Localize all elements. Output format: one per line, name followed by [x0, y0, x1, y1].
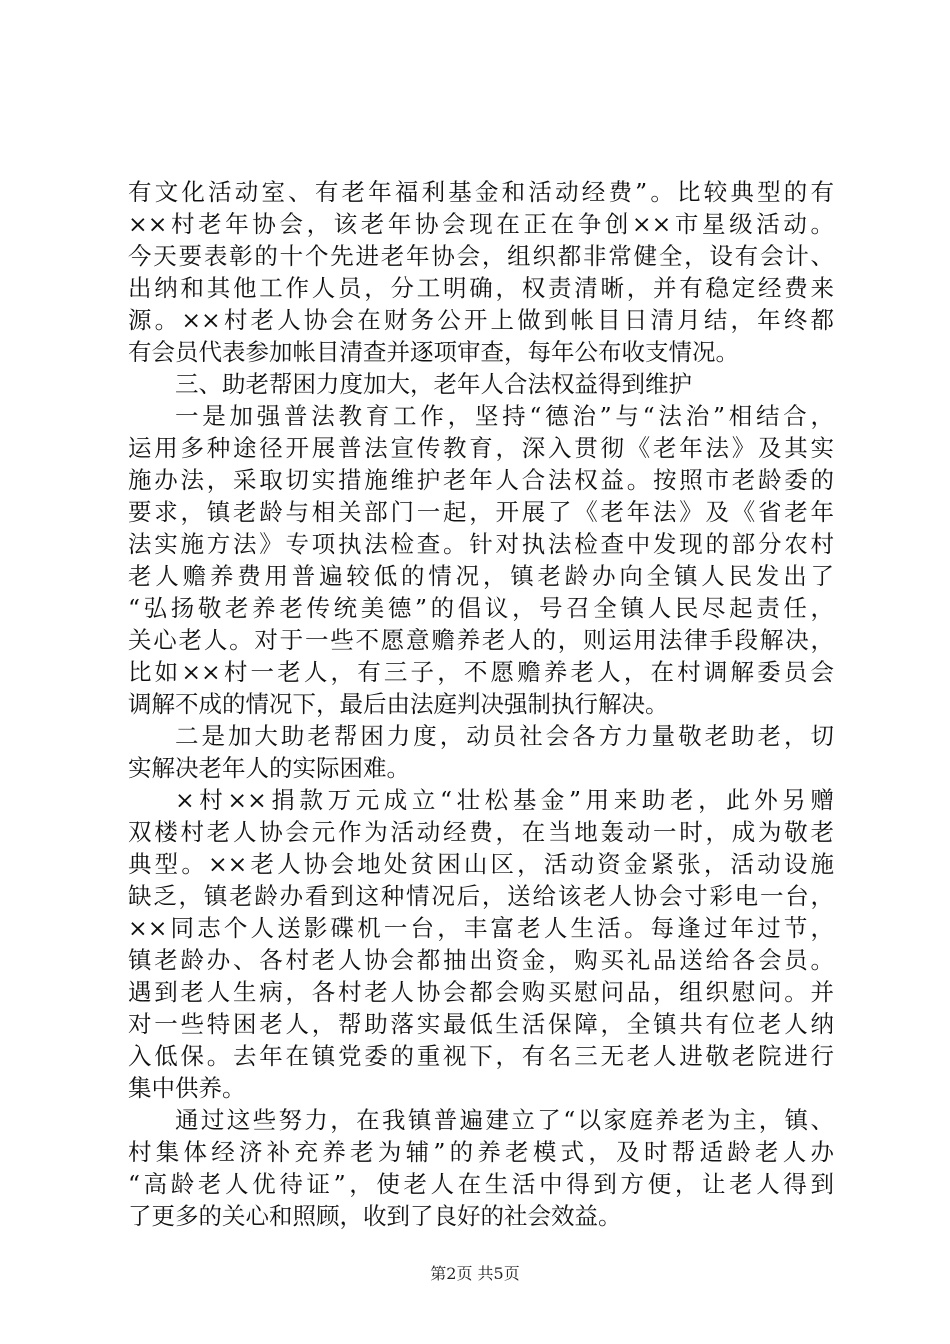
text-line: 双楼村老人协会元作为活动经费，在当地轰动一时，成为敬老 [128, 818, 834, 846]
text-line: 对一些特困老人，帮助落实最低生活保障，全镇共有位老人纳 [128, 1010, 834, 1038]
page-footer: 第2页 共5页 [430, 1264, 520, 1283]
text-line: 出纳和其他工作人员，分工明确，权责清晰，并有稳定经费来 [128, 274, 834, 302]
text-line: 三、助老帮困力度加大，老年人合法权益得到维护 [175, 370, 692, 398]
text-line: 了更多的关心和照顾，收到了良好的社会效益。 [128, 1202, 622, 1230]
text-line: ××同志个人送影碟机一台，丰富老人生活。每逢过年过节， [128, 914, 834, 942]
text-line: 集中供养。 [128, 1074, 246, 1102]
text-line: 施办法，采取切实措施维护老年人合法权益。按照市老龄委的 [128, 466, 834, 494]
text-line: 要求，镇老龄与相关部门一起，开展了《老年法》及《省老年 [128, 498, 834, 526]
text-line: 源。××村老人协会在财务公开上做到帐目日清月结，年终都 [128, 306, 834, 334]
text-line: 缺乏，镇老龄办看到这种情况后，送给该老人协会寸彩电一台， [128, 882, 834, 910]
text-line: 老人赡养费用普遍较低的情况，镇老龄办向全镇人民发出了 [128, 562, 834, 590]
text-line: 有文化活动室、有老年福利基金和活动经费”。比较典型的有 [128, 178, 834, 206]
text-line: 调解不成的情况下，最后由法庭判决强制执行解决。 [128, 690, 669, 718]
text-line: 法实施方法》专项执法检查。针对执法检查中发现的部分农村 [128, 530, 834, 558]
text-line: ×村××捐款万元成立“壮松基金”用来助老，此外另赠 [175, 786, 834, 814]
text-line: 典型。××老人协会地处贫困山区，活动资金紧张，活动设施 [128, 850, 834, 878]
text-line: 今天要表彰的十个先进老年协会，组织都非常健全，设有会计、 [128, 242, 834, 270]
text-line: 运用多种途径开展普法宣传教育，深入贯彻《老年法》及其实 [128, 434, 834, 462]
text-line: ××村老年协会，该老年协会现在正在争创××市星级活动。 [128, 210, 834, 238]
text-line: 镇老龄办、各村老人协会都抽出资金，购买礼品送给各会员。 [128, 946, 834, 974]
text-line: 遇到老人生病，各村老人协会都会购买慰问品，组织慰问。并 [128, 978, 834, 1006]
text-line: 关心老人。对于一些不愿意赡养老人的，则运用法律手段解决， [128, 626, 834, 654]
text-line: 二是加大助老帮困力度，动员社会各方力量敬老助老，切 [175, 722, 834, 750]
document-body [128, 176, 834, 1232]
text-line: 村集体经济补充养老为辅”的养老模式，及时帮适龄老人办 [128, 1138, 834, 1166]
text-line: “弘扬敬老养老传统美德”的倡议，号召全镇人民尽起责任， [128, 594, 834, 622]
text-line: 入低保。去年在镇党委的重视下，有名三无老人进敬老院进行 [128, 1042, 834, 1070]
text-line: 有会员代表参加帐目清查并逐项审查，每年公布收支情况。 [128, 338, 739, 366]
text-line: 比如××村一老人，有三子，不愿赡养老人，在村调解委员会 [128, 658, 834, 686]
text-line: 一是加强普法教育工作，坚持“德治”与“法治”相结合， [175, 402, 834, 430]
text-line: “高龄老人优待证”，使老人在生活中得到方便，让老人得到 [128, 1170, 834, 1198]
text-line: 实解决老年人的实际困难。 [128, 754, 410, 782]
text-line: 通过这些努力，在我镇普遍建立了“以家庭养老为主，镇、 [175, 1106, 834, 1134]
